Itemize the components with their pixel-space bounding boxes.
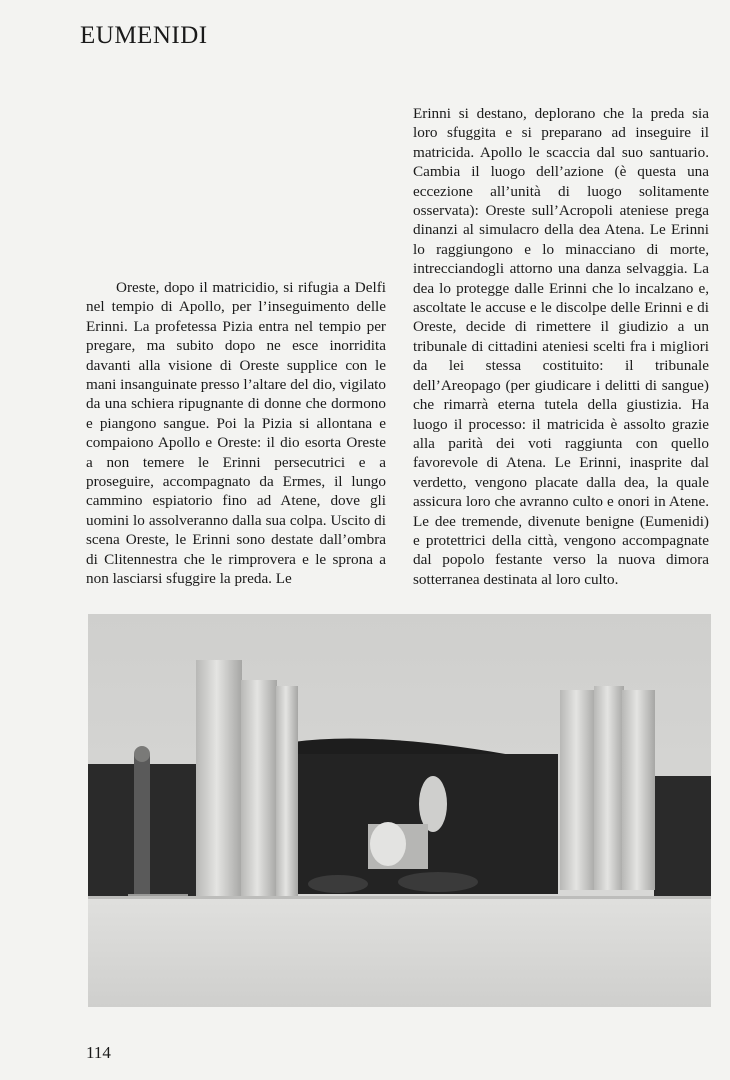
text-column-left [86, 278, 386, 589]
stage-photograph [88, 614, 711, 1007]
page-number: 114 [86, 1043, 111, 1062]
page-title: EUMENIDI [80, 22, 208, 49]
text-column-right [413, 104, 709, 589]
paragraph-right: Erinni si destano, deplorano che la preda sia loro sfuggita e si preparano ad inseguire il matricida. Apollo le scaccia dal suo santuario. Cambia il luogo dell’azione (è questa una eccezione all’unità di luogo solitamente osservata): Oreste sull’Acropoli ateniese prega dinanzi al simulacro della dea Atena. Le Erinni lo raggiungono e lo minacciano di morte, intrecciandogli attorno una danza selvaggia. La dea lo protegge dalle Erinni che lo incalzano e, ascoltate le accuse e le discolpe delle Erinni e di Oreste, decide di rimettere il giudizio a un tribunale di cittadini ateniesi scelti fra i migliori da lei stessa costituito: il tribunale dell’Areopago (per giudicare i delitti di sangue) che rimarrà eterna tutela della giustizia. Ha luogo il processo: il matricida è assolto grazie alla parità dei voti raggiunta con quello favorevole di Atena. Le Erinni, inasprite dal verdetto, vengono placate dalla dea, la quale assicura loro che avranno culto e onori in Atene. Le dee tremende, divenute benigne (Eumenidi) e protettrici della città, vengono accompagnate dal popolo festante verso la nuova dimora sotterranea destinata al loro culto. [413, 105, 709, 588]
paragraph-left: Oreste, dopo il matricidio, si rifugia a Delfi nel tempio di Apollo, per l’inseguimento delle Erinni. La profetessa Pizia entra nel tempio per pregare, ma subito dopo ne esce inorridita davanti alla visione di Oreste supplice con le mani insanguinate presso l’altare del dio, vigilato da una schiera ripugnante di donne che dormono e piangono sangue. Poi la Pizia si allontana e compaiono Apollo e Oreste: il dio esorta Oreste a non temere le Erinni persecutrici e a proseguire, accompagnato da Ermes, il lungo cammino espiatorio fino ad Atene, dove gli uomini lo assolveranno dalla sua colpa. Uscito di scena Oreste, le Erinni sono destate dall’ombra di Clitennestra che le rimprovera e le sprona a non lasciarsi sfuggire la preda. Le [86, 279, 386, 588]
